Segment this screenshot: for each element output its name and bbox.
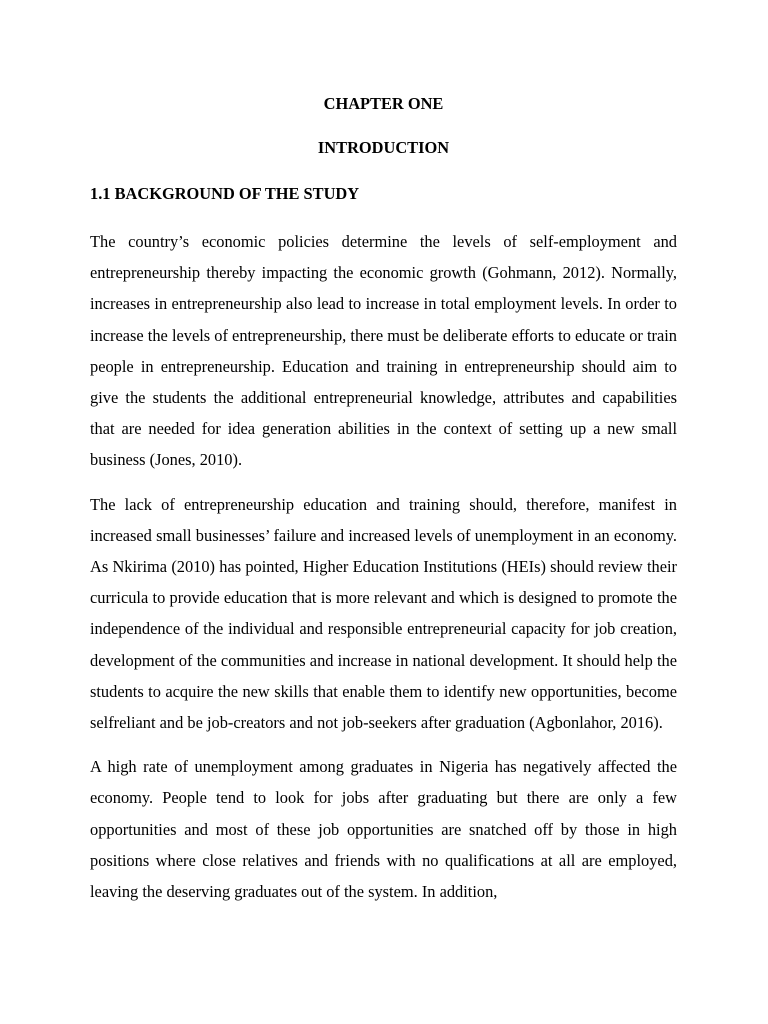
body-paragraph: The lack of entrepreneurship education and training should, therefore, manifest in increased small businesses’ failure and increased levels of unemployment in an economy. As Nkirima (2010) has pointed, Higher Education Institutions (HEIs) should review their curricula to provide education that is more relevant and which is designed to promote the independence of the individual and responsible entrepreneurial capacity for job creation, development of the communities and increase in national development. It should help the students to acquire the new skills that enable them to identify new opportunities, become selfreliant and be job-creators and not job-seekers after graduation (Agbonlahor, 2016). [90, 494, 677, 733]
chapter-title: CHAPTER ONE [323, 94, 444, 113]
body-paragraph: The country’s economic policies determine the levels of self-employment and entrepreneurship thereby impacting the economic growth (Gohmann, 2012). Normally, increases in entrepreneurship also lead to increase in total employment levels. In order to increase the levels of entrepreneurship, there must be deliberate efforts to educate or train people in entrepreneurship. Education and training in entrepreneurship should aim to give the students the additional entrepreneurial knowledge, attributes and capabilities that are needed for idea generation abilities in the context of setting up a new small business (Jones, 2010). [90, 232, 677, 470]
chapter-subtitle: INTRODUCTION [317, 138, 450, 157]
document-body [90, 92, 677, 920]
section-heading: 1.1 BACKGROUND OF THE STUDY [90, 184, 360, 203]
body-paragraph: A high rate of unemployment among graduates in Nigeria has negatively affected the economy. People tend to look for jobs after graduating but there are only a few opportunities and most of these job opportunities are snatched off by those in high positions where close relatives and friends with no qualifications at all are employed, leaving the deserving graduates out of the system. In addition, [90, 757, 677, 902]
